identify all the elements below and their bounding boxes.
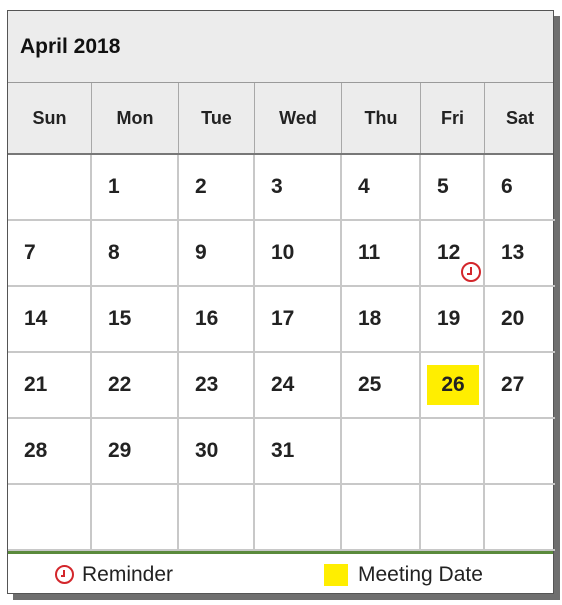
day-cell[interactable]: [8, 419, 92, 485]
legend-meeting: [324, 554, 483, 595]
day-cell[interactable]: [179, 287, 255, 353]
day-number: 2: [195, 175, 207, 198]
day-cell[interactable]: [421, 221, 485, 287]
weekday-header-row: [8, 83, 553, 155]
empty-day-cell: [92, 485, 179, 551]
day-number: 16: [195, 307, 219, 330]
weekday-mon: Mon: [92, 83, 179, 153]
day-grid: [8, 155, 553, 551]
empty-day-cell: [179, 485, 255, 551]
day-cell[interactable]: [8, 221, 92, 287]
day-number: 12: [437, 241, 461, 264]
empty-day-cell: [8, 485, 92, 551]
empty-day-cell: [342, 419, 421, 485]
day-number: 8: [108, 241, 120, 264]
calendar: [7, 10, 554, 594]
empty-day-cell: [8, 155, 92, 221]
day-number: 24: [271, 373, 295, 396]
day-cell[interactable]: [92, 287, 179, 353]
weekday-sun: Sun: [8, 83, 92, 153]
day-number: 19: [437, 307, 461, 330]
legend-reminder: [55, 554, 173, 595]
day-cell[interactable]: [8, 287, 92, 353]
day-cell[interactable]: [485, 155, 555, 221]
day-cell[interactable]: [179, 155, 255, 221]
meeting-day-number: 26: [427, 365, 479, 405]
day-cell[interactable]: [485, 287, 555, 353]
weekday-wed: Wed: [255, 83, 342, 153]
day-number: 13: [501, 241, 525, 264]
meeting-day-cell[interactable]: [421, 353, 485, 419]
day-number: 21: [24, 373, 48, 396]
weekday-tue: Tue: [179, 83, 255, 153]
day-cell[interactable]: [342, 155, 421, 221]
day-number: 29: [108, 439, 132, 462]
day-cell[interactable]: [485, 353, 555, 419]
day-number: 14: [24, 307, 48, 330]
weekday-thu: Thu: [342, 83, 421, 153]
day-number: 22: [108, 373, 132, 396]
day-cell[interactable]: [8, 353, 92, 419]
day-cell[interactable]: [179, 353, 255, 419]
day-number: 31: [271, 439, 295, 462]
legend-reminder-label: Reminder: [82, 562, 174, 586]
day-cell[interactable]: [255, 287, 342, 353]
day-cell[interactable]: [255, 419, 342, 485]
day-number: 5: [437, 175, 449, 198]
legend: [8, 551, 553, 595]
day-number: 30: [195, 439, 219, 462]
clock-icon[interactable]: [461, 262, 481, 282]
day-number: 27: [501, 373, 525, 396]
day-cell[interactable]: [92, 155, 179, 221]
empty-day-cell: [342, 485, 421, 551]
month-title: April 2018: [8, 11, 553, 83]
weekday-fri: Fri: [421, 83, 485, 153]
day-number: 25: [358, 373, 382, 396]
day-number: 10: [271, 241, 295, 264]
day-cell[interactable]: [485, 221, 555, 287]
day-cell[interactable]: [255, 353, 342, 419]
day-number: 3: [271, 175, 283, 198]
day-number: 6: [501, 175, 513, 198]
day-number: 18: [358, 307, 382, 330]
day-number: 20: [501, 307, 525, 330]
empty-day-cell: [485, 485, 555, 551]
empty-day-cell: [421, 419, 485, 485]
day-number: 23: [195, 373, 219, 396]
day-cell[interactable]: [342, 221, 421, 287]
day-cell[interactable]: [92, 419, 179, 485]
day-number: 28: [24, 439, 48, 462]
day-cell[interactable]: [92, 353, 179, 419]
legend-meeting-label: Meeting Date: [358, 562, 483, 586]
day-number: 17: [271, 307, 295, 330]
day-number: 15: [108, 307, 132, 330]
day-number: 4: [358, 175, 370, 198]
day-cell[interactable]: [179, 221, 255, 287]
day-cell[interactable]: [421, 155, 485, 221]
day-number: 9: [195, 241, 207, 264]
day-number: 1: [108, 175, 120, 198]
clock-icon: [55, 565, 74, 584]
empty-day-cell: [255, 485, 342, 551]
day-cell[interactable]: [421, 287, 485, 353]
weekday-sat: Sat: [505, 107, 534, 128]
day-cell[interactable]: [179, 419, 255, 485]
day-cell[interactable]: [255, 155, 342, 221]
empty-day-cell: [421, 485, 485, 551]
day-cell[interactable]: [342, 287, 421, 353]
day-cell[interactable]: [342, 353, 421, 419]
day-cell[interactable]: [92, 221, 179, 287]
day-cell[interactable]: [255, 221, 342, 287]
day-number: 11: [358, 241, 381, 264]
empty-day-cell: [485, 419, 555, 485]
day-number: 7: [24, 241, 36, 264]
meeting-swatch: [324, 564, 348, 586]
